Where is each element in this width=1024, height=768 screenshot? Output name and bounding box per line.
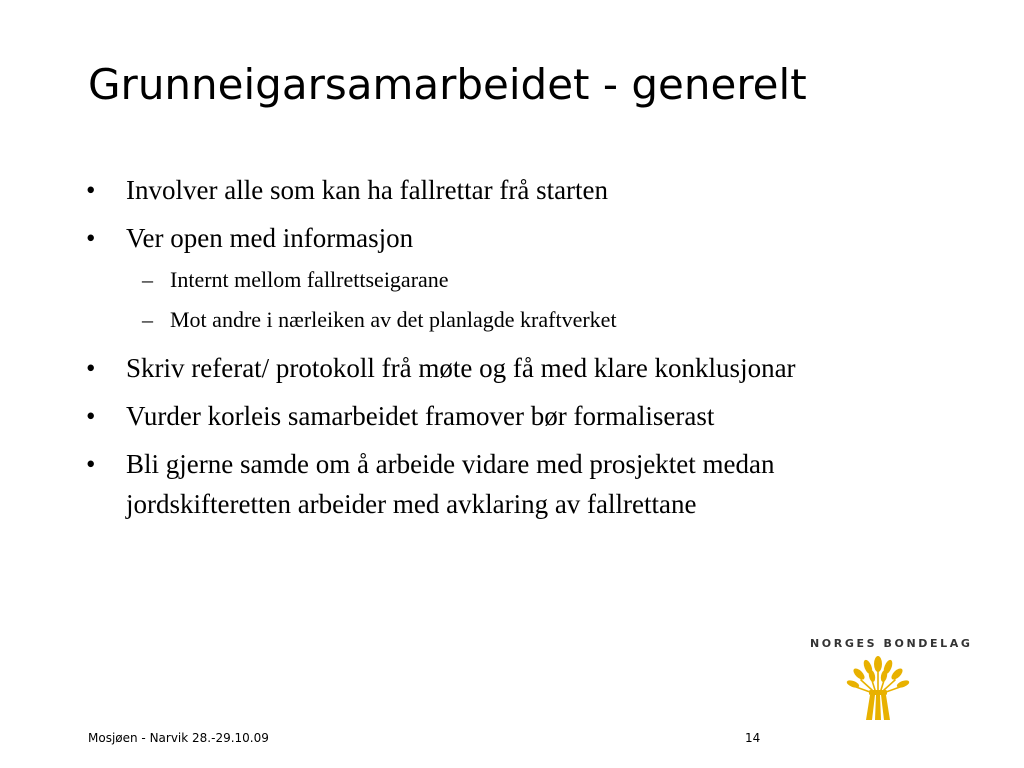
bullet-item — [80, 170, 880, 210]
bullet-item — [80, 218, 880, 340]
sub-bullet-item — [126, 300, 880, 340]
sub-bullet-marker: – — [142, 267, 153, 292]
bullet-list — [80, 170, 880, 532]
bullet-text: Ver open med informasjon — [126, 223, 414, 253]
wheat-sheaf-icon — [846, 656, 910, 722]
bullet-item — [80, 348, 880, 388]
bullet-marker: • — [86, 401, 96, 431]
bullet-item — [80, 396, 880, 436]
bullet-text: Vurder korleis samarbeidet framover bør formaliserast — [126, 401, 715, 431]
slide-title: Grunneigarsamarbeidet - generelt — [88, 60, 807, 109]
bullet-marker: • — [86, 175, 96, 205]
page-number: 14 — [745, 731, 761, 745]
sub-bullet-marker: – — [142, 307, 153, 332]
footer-event-text: Mosjøen - Narvik 28.-29.10.09 — [88, 731, 269, 745]
bullet-text: Bli gjerne samde om å arbeide vidare med prosjektet medan jordskifteretten arbeider med avklaring av fallrettane — [126, 449, 775, 519]
bullet-text: Skriv referat/ protokoll frå møte og få med klare konklusjonar — [126, 353, 796, 383]
sub-bullet-list — [126, 260, 880, 340]
bullet-marker: • — [86, 223, 96, 253]
bullet-marker: • — [86, 353, 96, 383]
bullet-marker: • — [86, 449, 96, 479]
sub-bullet-text: Mot andre i nærleiken av det planlagde kraftverket — [170, 307, 617, 332]
bullet-text: Involver alle som kan ha fallrettar frå starten — [126, 175, 609, 205]
sub-bullet-text: Internt mellom fallrettseigarane — [170, 267, 449, 292]
logo-text: NORGES BONDELAG — [810, 637, 973, 650]
sub-bullet-item — [126, 260, 880, 300]
bullet-item — [80, 444, 880, 524]
